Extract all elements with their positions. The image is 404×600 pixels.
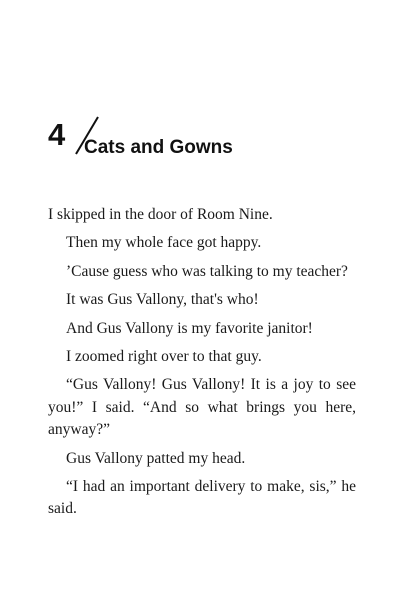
paragraph: Then my whole face got happy. [66, 234, 262, 252]
paragraph: “I had an important delivery to make, sis,” he said. [48, 478, 356, 518]
chapter-heading [48, 112, 348, 172]
paragraph: I skipped in the door of Room Nine. [48, 206, 273, 223]
paragraph: I zoomed right over to that guy. [66, 348, 262, 366]
paragraph: Gus Vallony patted my head. [66, 449, 246, 467]
paragraph: It was Gus Vallony, that's who! [66, 291, 259, 309]
paragraph: And Gus Vallony is my favorite janitor! [66, 319, 313, 337]
chapter-body [48, 204, 356, 527]
paragraph: “Gus Vallony! Gus Vallony! It is a joy to see you!” I said. “And so what brings you here, anyway?” [48, 376, 356, 439]
chapter-number: 4 [48, 117, 66, 152]
chapter-title: Cats and Gowns [84, 137, 233, 158]
paragraph: ’Cause guess who was talking to my teacher? [66, 262, 348, 280]
